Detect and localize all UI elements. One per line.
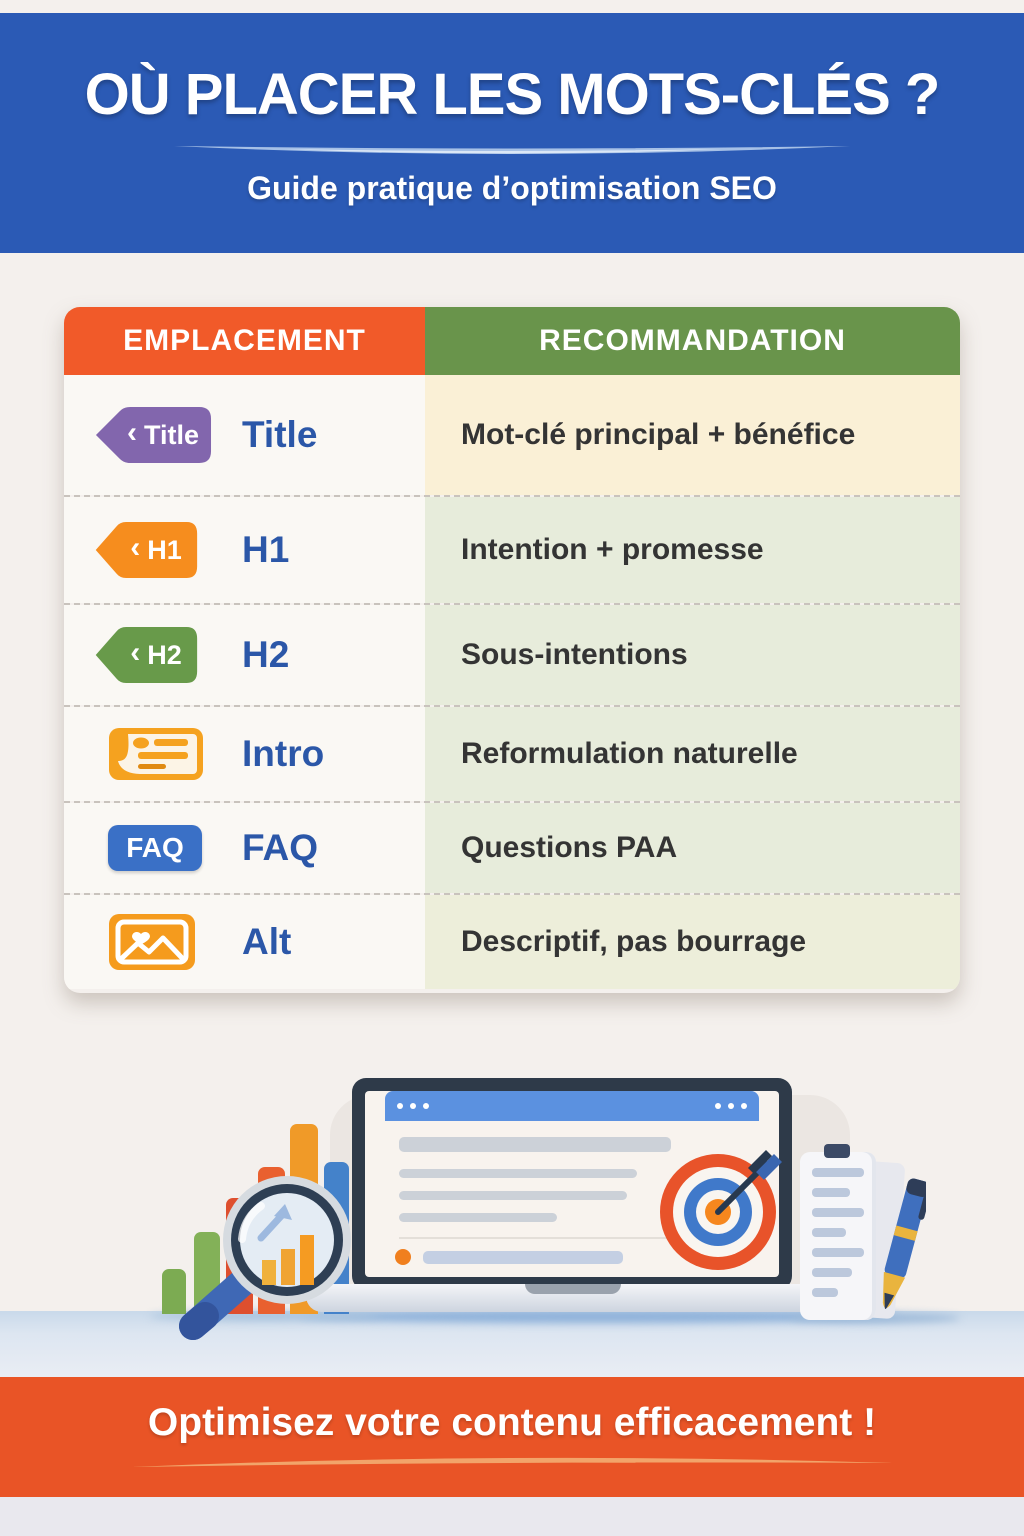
header-swoosh-divider [162,142,862,162]
faq-badge-icon: FAQ [108,825,202,871]
column-header-emplacement: EMPLACEMENT [64,307,425,375]
row-label: Title [242,414,318,455]
bottom-margin-strip [0,1497,1024,1536]
recommendation-cell: Sous-intentions [425,605,960,705]
recommendation-cell: Descriptif, pas bourrage [425,895,960,989]
bullet-dot [395,1249,411,1265]
table-header-row [64,307,960,375]
column-header-recommandation: RECOMMANDATION [425,307,960,375]
page-subtitle: Guide pratique d’optimisation SEO [247,170,777,206]
table-row [64,375,960,495]
magnifying-glass-icon [165,1150,377,1350]
table-row [64,801,960,893]
row-label: Intro [242,733,325,774]
header-banner [0,13,1024,253]
row-label: FAQ [242,827,319,868]
table-row [64,495,960,603]
row-label: Alt [242,921,292,962]
recommendation-cell: Intention + promesse [425,497,960,603]
chevron-left-icon: ‹ [130,636,141,669]
text-line [399,1213,557,1222]
highlighted-line [423,1251,623,1264]
browser-bar [385,1091,759,1121]
footer-banner [0,1377,1024,1497]
row-label: H1 [242,529,290,570]
browser-dots-left [397,1103,429,1109]
image-icon [108,913,196,971]
keyword-placement-table [64,307,960,993]
row-label: H2 [242,634,290,675]
notepad-clip [824,1144,850,1158]
recommendation-cell: Questions PAA [425,803,960,893]
target-with-dart-icon [652,1146,788,1282]
browser-dots-right [715,1103,747,1109]
document-icon [108,727,204,781]
chevron-left-icon: ‹ [130,531,141,564]
text-line [399,1191,627,1200]
laptop-base [306,1284,840,1312]
recommendation-cell: Mot-clé principal + bénéfice [425,375,960,495]
h1-tag-icon: ‹ H1 [94,521,198,579]
recommendation-cell: Reformulation naturelle [425,707,960,801]
text-line [399,1137,671,1152]
footer-cta-text: Optimisez votre contenu efficacement ! [147,1401,877,1444]
text-line [399,1169,637,1178]
chevron-left-icon: ‹ [126,416,137,449]
footer-swoosh-divider [122,1455,902,1473]
table-row [64,603,960,705]
laptop-notch [525,1284,621,1294]
pen-icon [846,1168,926,1328]
table-row [64,893,960,989]
title-tag-icon: ‹ Title [94,406,212,464]
page-title: OÙ PLACER LES MOTS-CLÉS ? [84,62,940,127]
h2-tag-icon: ‹ H2 [94,626,198,684]
table-row [64,705,960,801]
